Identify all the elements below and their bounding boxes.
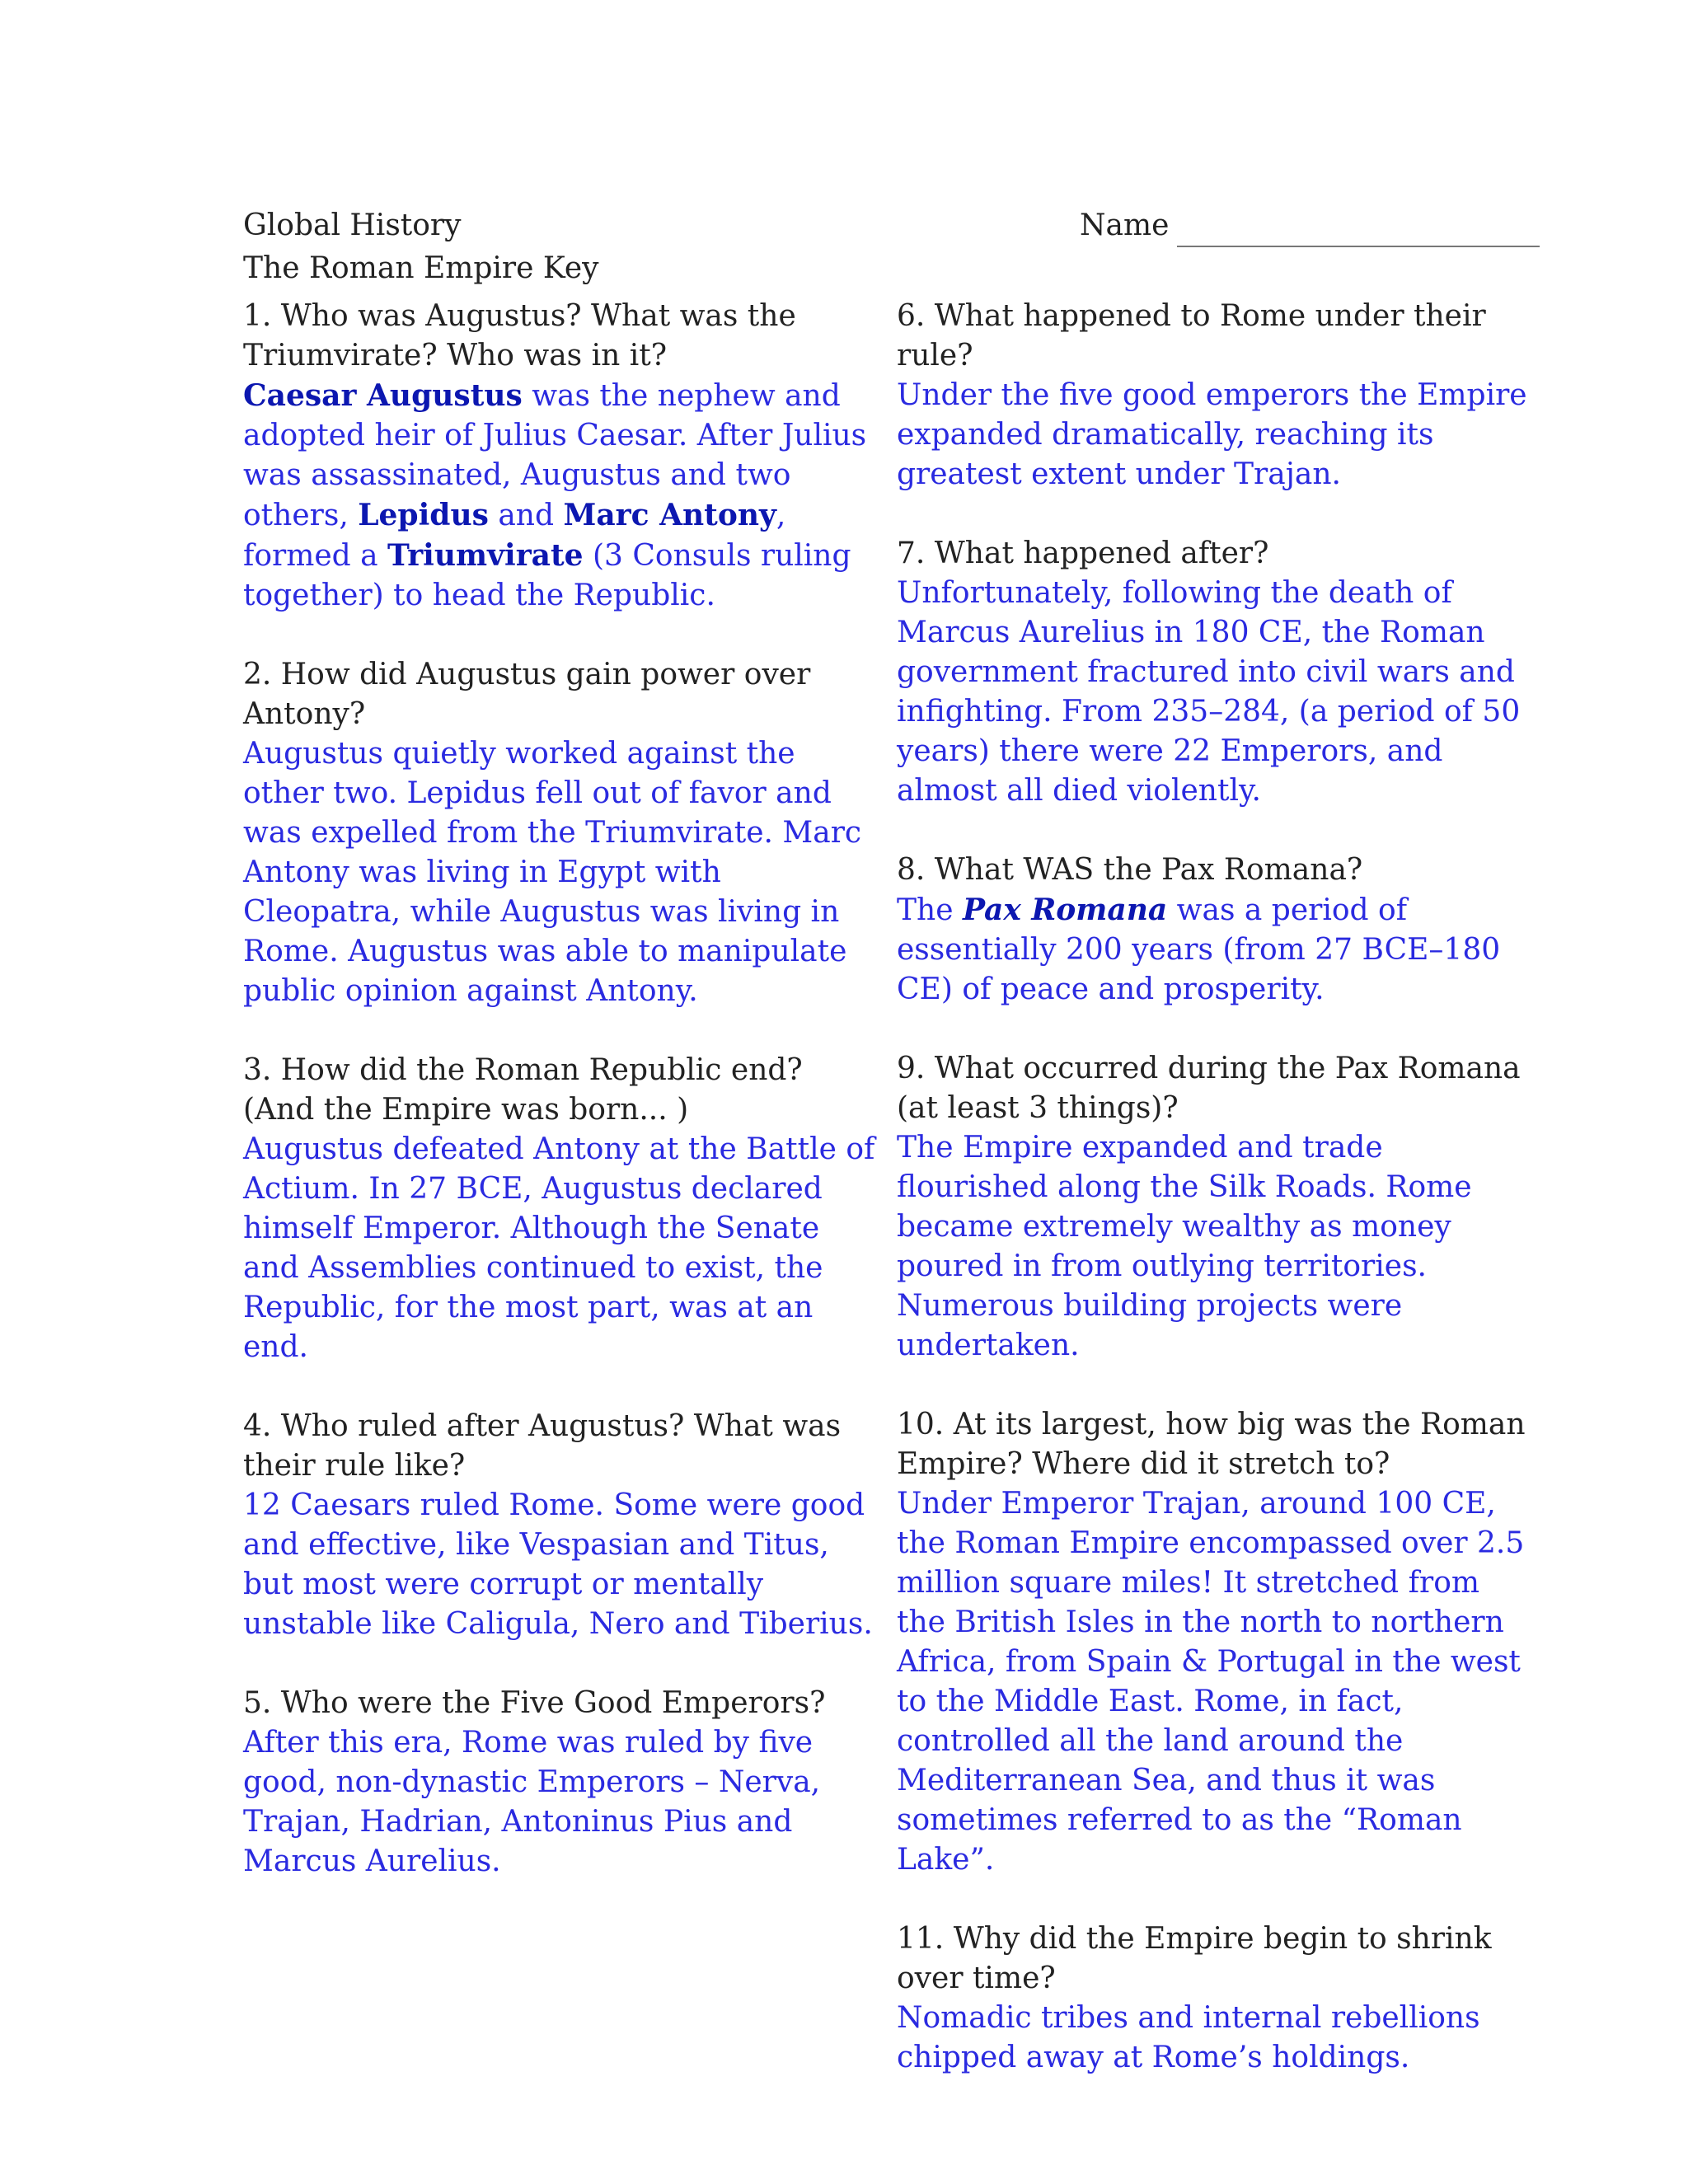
question-9: 9. What occurred during the Pax Romana (at least 3 things)? xyxy=(897,1052,1521,1125)
answer-1-term-antony: Marc Antony xyxy=(563,498,776,532)
answer-1-term-triumvirate: Triumvirate xyxy=(387,538,584,573)
answer-1-term-lepidus: Lepidus xyxy=(358,498,489,532)
question-7: 7. What happened after? xyxy=(897,537,1269,570)
name-label: Name xyxy=(1080,209,1170,242)
question-4: 4. Who ruled after Augustus? What was their rule like? xyxy=(243,1409,842,1483)
answer-10: Under Emperor Trajan, around 100 CE, the Roman Empire encompassed over 2.5 million square miles! It stretched from the British Isles in the north to northern Africa, from Spain & Portugal in the west to the Middle East. Rome, in fact, controlled all the land around the Mediterranean Sea, and thus it was sometimes referred to as the “Roman Lake”. xyxy=(897,1487,1525,1877)
course-title: Global History xyxy=(243,209,462,242)
answer-7: Unfortunately, following the death of Marcus Aurelius in 180 CE, the Roman government fractured into civil wars and infighting. From 235–284, (a period of 50 years) there were 22 Emperors, and almost all died violently. xyxy=(897,576,1521,808)
answer-1-text-c: , formed a xyxy=(243,499,786,573)
question-6: 6. What happened to Rome under their rule? xyxy=(897,299,1486,373)
answer-1 xyxy=(243,376,878,616)
answer-1-text-b: and xyxy=(488,499,564,532)
question-3: 3. How did the Roman Republic end? (And the Empire was born... ) xyxy=(243,1053,803,1127)
answer-8-text-b: was a period of essentially 200 years (from 27 BCE–180 CE) of peace and prosperity. xyxy=(897,893,1501,1006)
answer-1-term-augustus: Caesar Augustus xyxy=(243,378,523,413)
question-5: 5. Who were the Five Good Emperors? xyxy=(243,1686,826,1720)
answer-8-text-a: The xyxy=(897,893,963,927)
question-2: 2. How did Augustus gain power over Antony? xyxy=(243,658,811,731)
answer-8-term-pax-romana: Pax Romana xyxy=(962,893,1168,927)
answer-2: Augustus quietly worked against the other two. Lepidus fell out of favor and was expelled from the Triumvirate. Marc Antony was living in Egypt with Cleopatra, while Augustus was living in Rome. Augustus was able to manipulate public opinion against Antony. xyxy=(243,737,862,1008)
name-field xyxy=(1080,204,1540,247)
answer-1-text-a: was the nephew and adopted heir of Julius Caesar. After Julius was assassinated, Augustus and two others, xyxy=(243,379,867,532)
worksheet-title: The Roman Empire Key xyxy=(243,251,599,285)
question-1: 1. Who was Augustus? What was the Triumvirate? Who was in it? xyxy=(243,299,796,373)
question-11: 11. Why did the Empire begin to shrink over time? xyxy=(897,1922,1492,1995)
worksheet-header xyxy=(243,204,598,290)
answer-9: The Empire expanded and trade flourished along the Silk Roads. Rome became extremely wealthy as money poured in from outlying territories. Numerous building projects were undertaken. xyxy=(897,1131,1472,1362)
name-blank-line xyxy=(1177,216,1540,247)
answer-3: Augustus defeated Antony at the Battle of Actium. In 27 BCE, Augustus declared himself Emperor. Although the Senate and Assemblies continued to exist, the Republic, for the most part, was at an end. xyxy=(243,1132,875,1364)
answer-5: After this era, Rome was ruled by five good, non-dynastic Emperors – Nerva, Trajan, Hadrian, Antoninus Pius and Marcus Aurelius. xyxy=(243,1726,821,1878)
answer-1-text-d: (3 Consuls ruling together) to head the Republic. xyxy=(243,539,851,612)
answer-4: 12 Caesars ruled Rome. Some were good and effective, like Vespasian and Titus, but most were corrupt or mentally unstable like Caligula, Nero and Tiberius. xyxy=(243,1488,873,1641)
right-column xyxy=(897,297,1531,2117)
question-8: 8. What WAS the Pax Romana? xyxy=(897,853,1363,887)
left-column xyxy=(243,297,878,1921)
answer-11: Nomadic tribes and internal rebellions chipped away at Rome’s holdings. xyxy=(897,2001,1480,2074)
question-10: 10. At its largest, how big was the Roman Empire? Where did it stretch to? xyxy=(897,1408,1526,1481)
answer-8 xyxy=(897,890,1531,1010)
answer-6: Under the five good emperors the Empire expanded dramatically, reaching its greatest extent under Trajan. xyxy=(897,378,1527,491)
